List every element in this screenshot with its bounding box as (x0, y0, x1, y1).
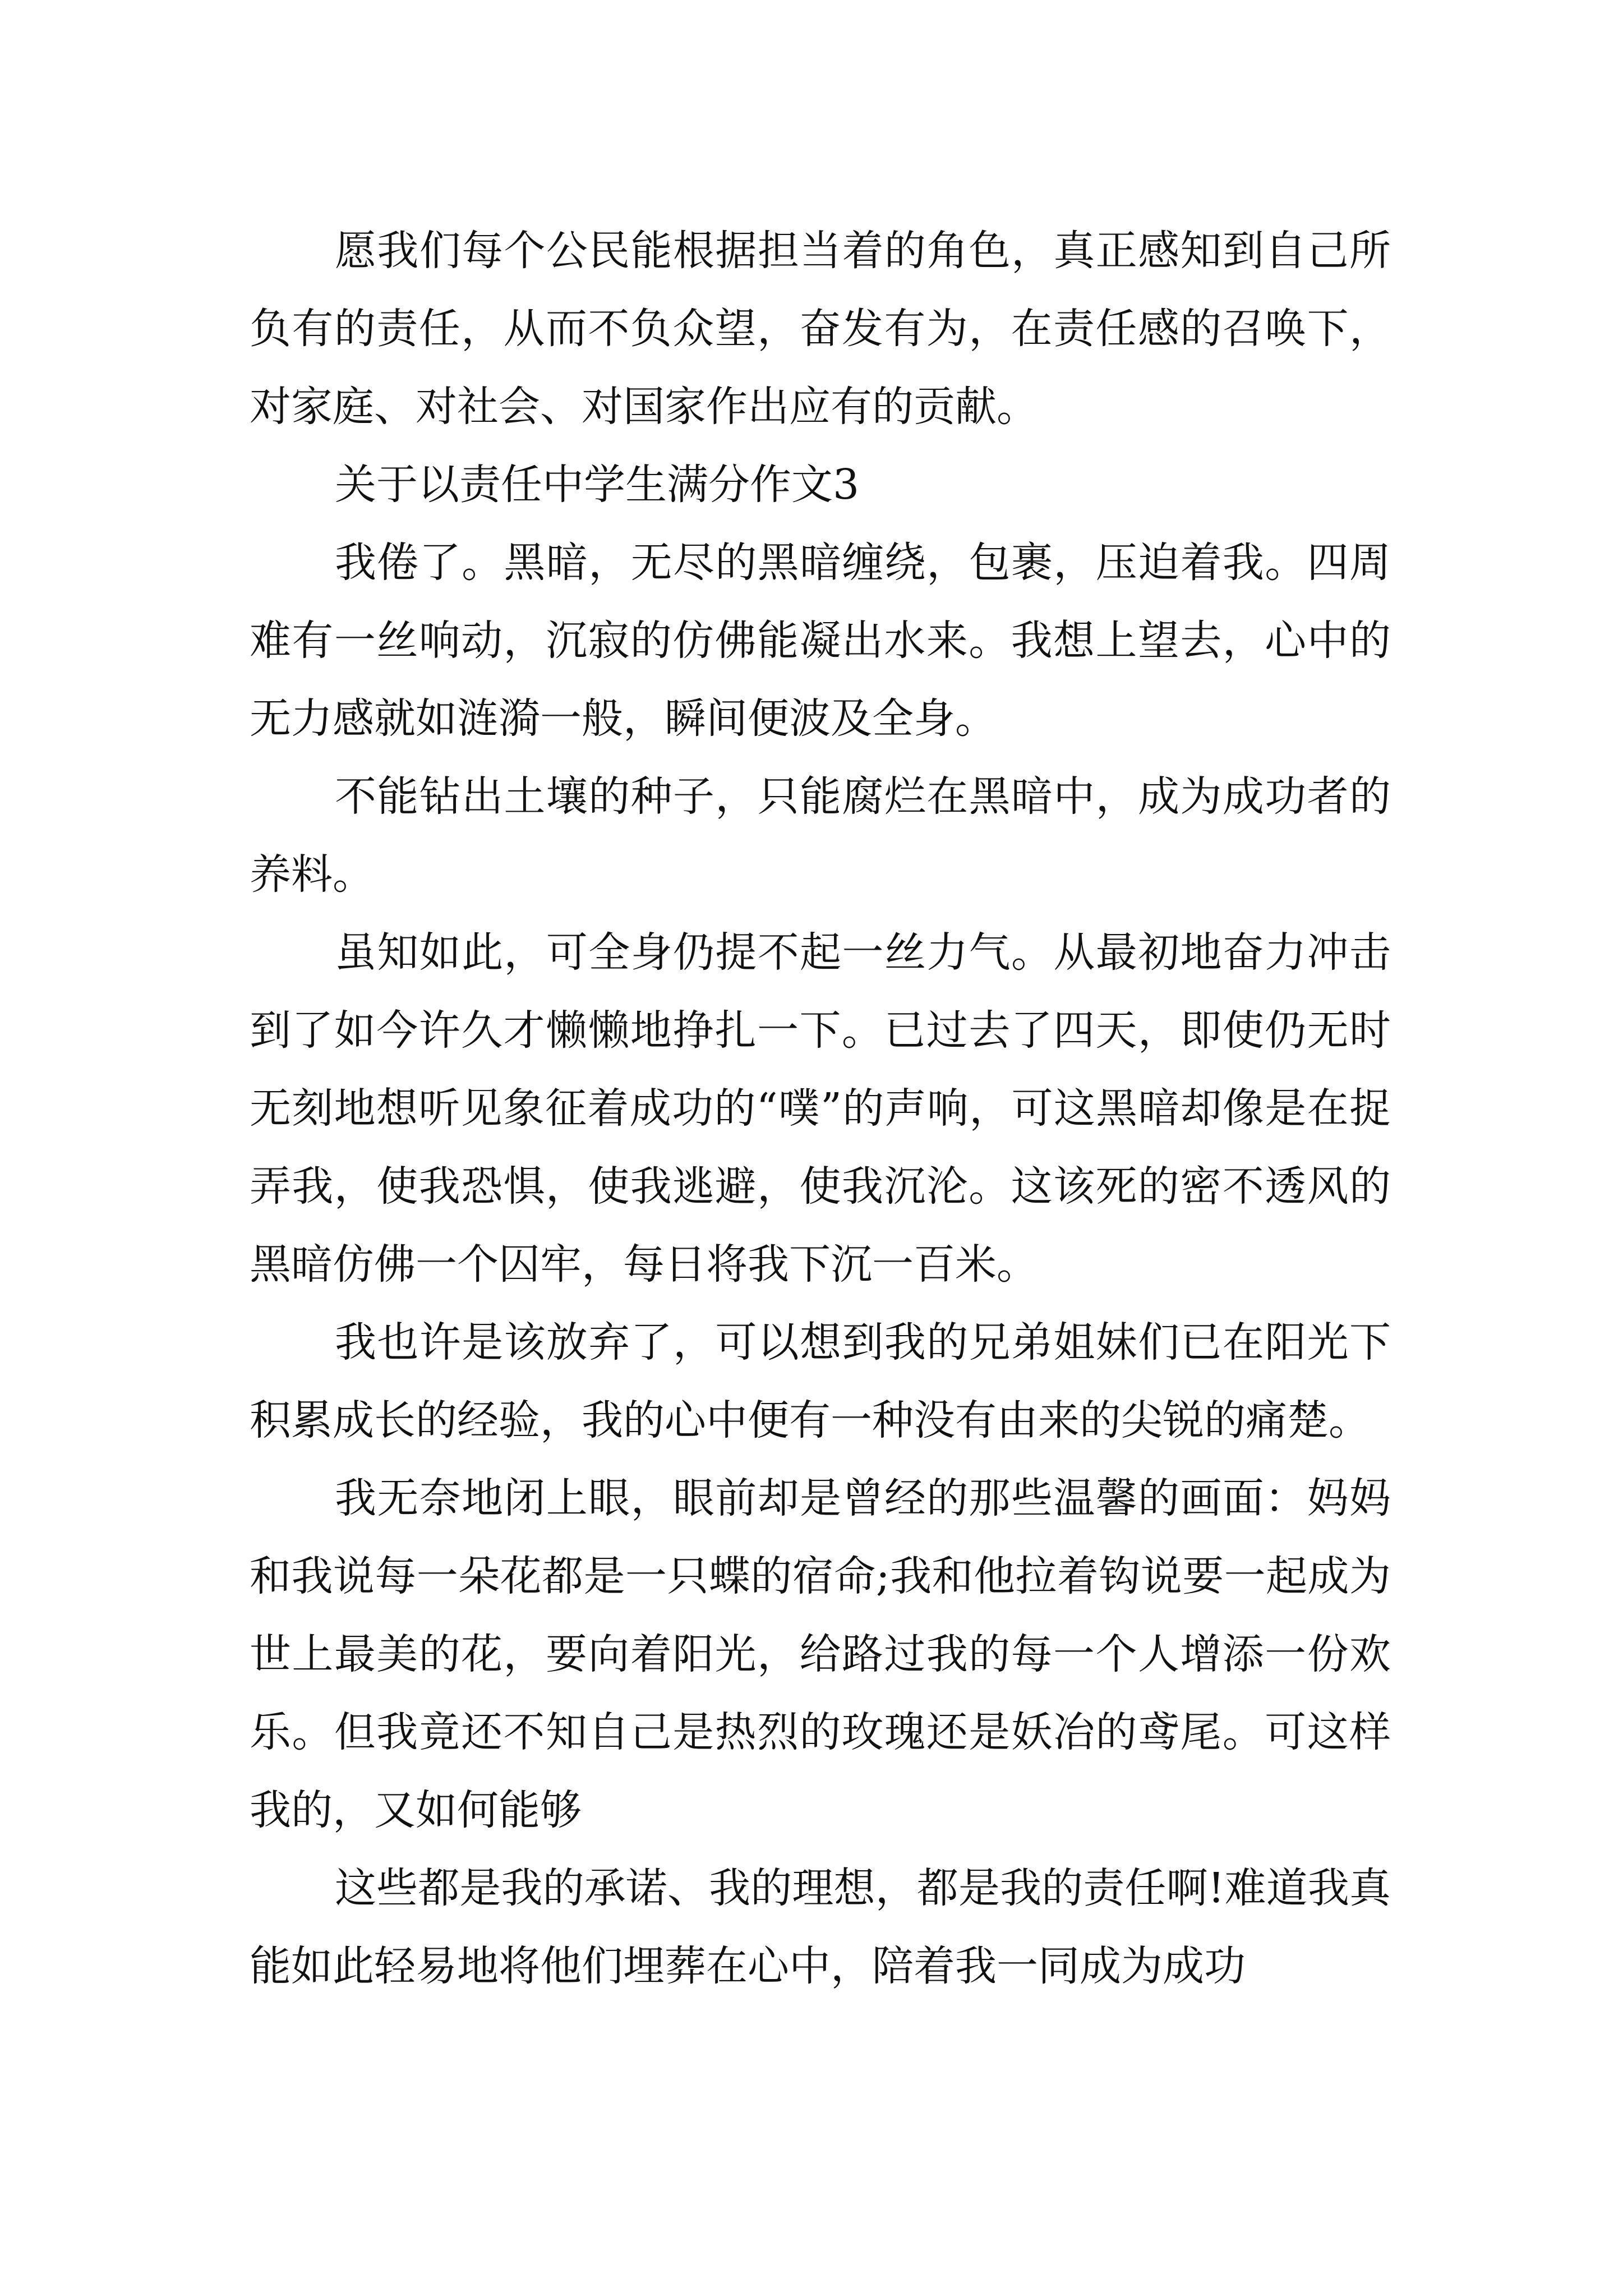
paragraph: 愿我们每个公民能根据担当着的角色，真正感知到自己所负有的责任，从而不负众望，奋发有为，在责任感的召唤下，对家庭、对社会、对国家作出应有的贡献。 (250, 227, 1391, 431)
paragraph: 我也许是该放弃了，可以想到我的兄弟姐妹们已在阳光下积累成长的经验，我的心中便有一种没有由来的尖锐的痛楚。 (250, 1318, 1391, 1444)
section-heading: 关于以责任中学生满分作文3 (335, 461, 860, 509)
paragraph: 我无奈地闭上眼，眼前却是曾经的那些温馨的画面：妈妈和我说每一朵花都是一只蝶的宿命;我和他拉着钩说要一起成为世上最美的花，要向着阳光，给路过我的每一个人增添一份欢乐。但我竟还不知自己是热烈的玫瑰还是妖冶的鸢尾。可这样我的，又如何能够 (250, 1474, 1391, 1834)
paragraph: 虽知如此，可全身仍提不起一丝力气。从最初地奋力冲击到了如今许久才懒懒地挣扎一下。已过去了四天，即使仍无时无刻地想听见象征着成功的“噗”的声响，可这黑暗却像是在捉弄我，使我恐惧，使我逃避，使我沉沦。这该死的密不透风的黑暗仿佛一个囚牢，每日将我下沉一百米。 (250, 928, 1391, 1289)
paragraph: 这些都是我的承诺、我的理想，都是我的责任啊!难道我真能如此轻易地将他们埋葬在心中，陪着我一同成为成功 (250, 1864, 1391, 1990)
paragraph: 不能钻出土壤的种子，只能腐烂在黑暗中，成为成功者的养料。 (250, 772, 1391, 899)
paragraph: 我倦了。黑暗，无尽的黑暗缠绕，包裹，压迫着我。四周难有一丝响动，沉寂的仿佛能凝出水来。我想上望去，心中的无力感就如涟漪一般，瞬间便波及全身。 (250, 539, 1391, 743)
document-body (250, 212, 1391, 2005)
